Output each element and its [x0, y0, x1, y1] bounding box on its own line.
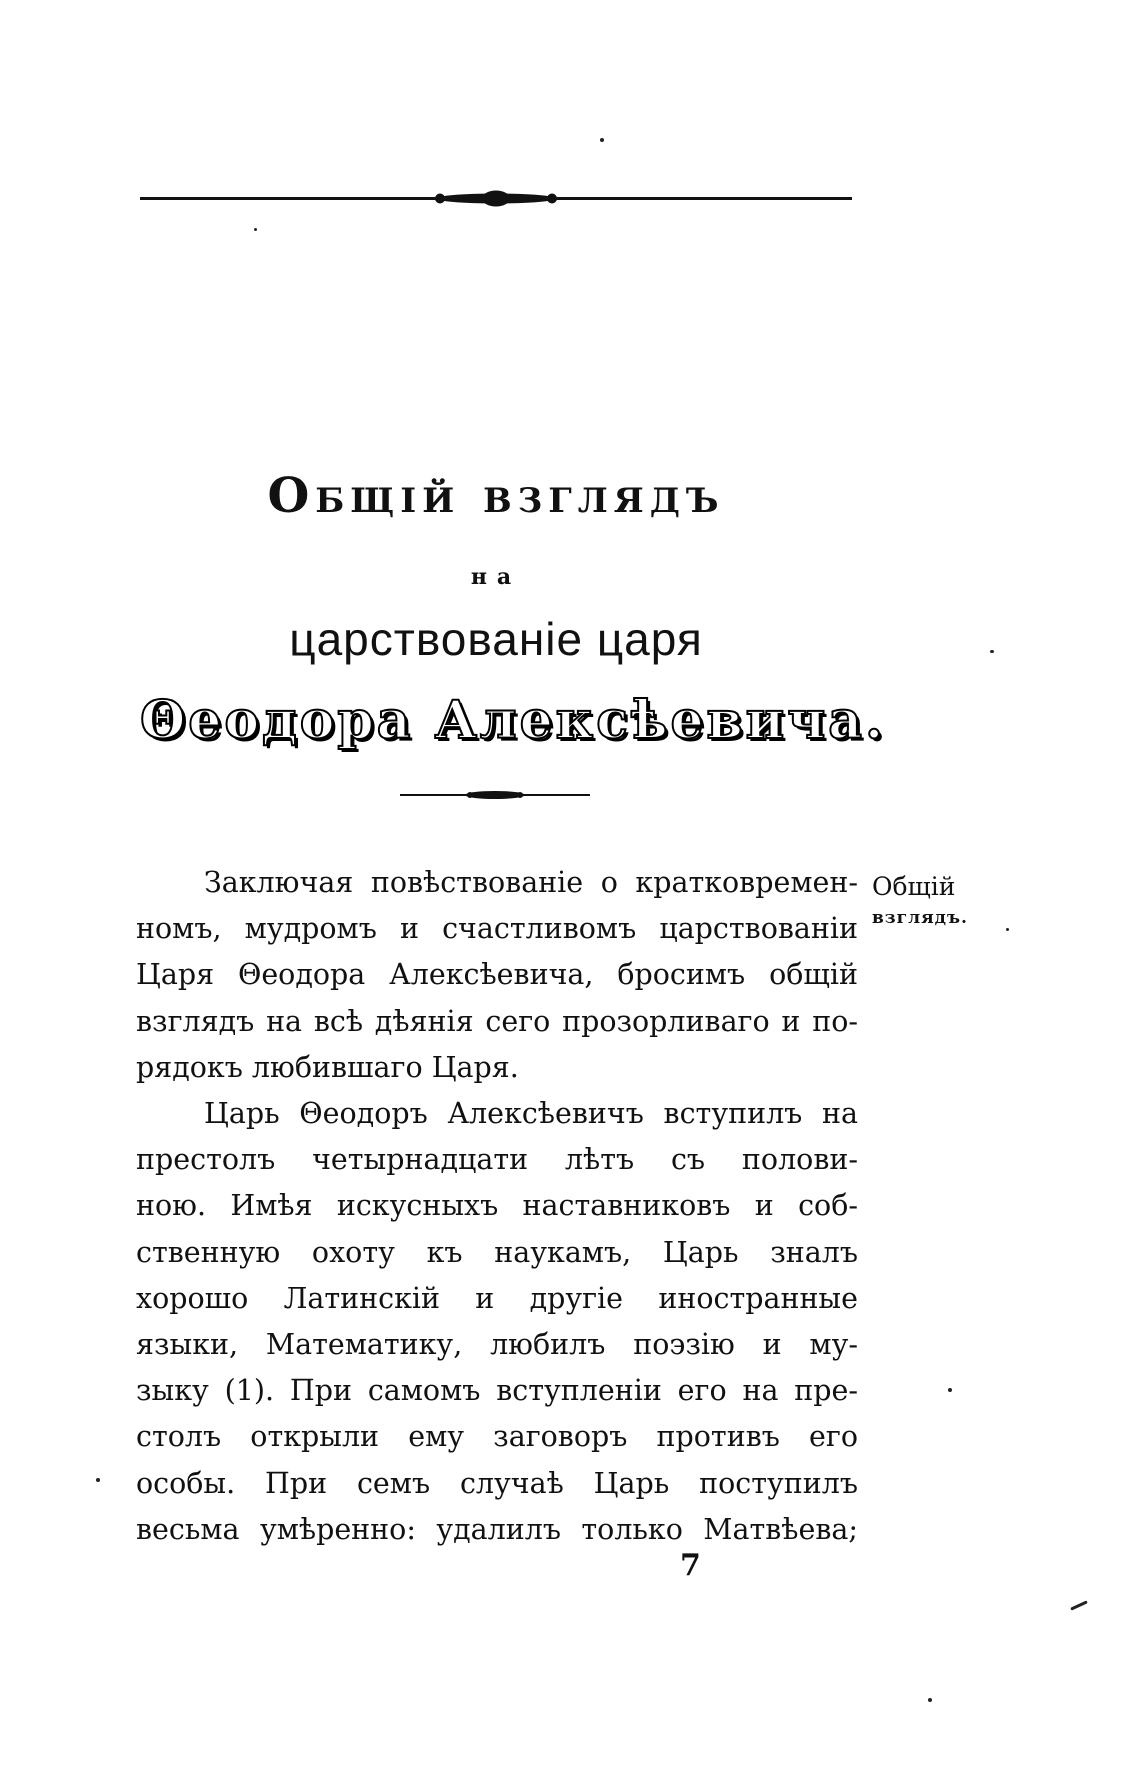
- body-line: престолъ четырнадцати лѣтъ съ полови-: [136, 1143, 858, 1177]
- top-ornamental-rule: [140, 188, 852, 210]
- body-line: ною. Имѣя искусныхъ наставниковъ и соб-: [136, 1189, 858, 1223]
- title-line-4: Θеодора Алексѣевича.: [140, 690, 887, 751]
- body-text: [136, 860, 858, 1553]
- scan-speck: [990, 650, 994, 653]
- body-line: Заключая повѣствованіе о кратковремен-: [204, 866, 858, 899]
- body-line: номъ, мудромъ и счастливомъ царствованіи: [136, 912, 858, 946]
- scan-speck: [948, 1388, 952, 1392]
- page-number: 7: [680, 1548, 701, 1583]
- body-line: особы. При семъ случаѣ Царь поступилъ: [136, 1466, 858, 1500]
- margin-note: [872, 868, 982, 930]
- body-line: весьма умѣренно: удалилъ только Матвѣева;: [136, 1512, 858, 1546]
- body-line: ственную охоту къ наукамъ, Царь зналъ: [136, 1235, 858, 1269]
- body-line: Царь Θеодоръ Алексѣевичъ вступилъ на: [204, 1097, 858, 1131]
- body-line: столъ открыли ему заговоръ противъ его: [136, 1420, 858, 1454]
- scan-speck: [928, 1698, 932, 1702]
- body-line: взглядъ на всѣ дѣянія сего прозорливаго и по-: [136, 1004, 858, 1038]
- title-line-3: царствованіе царя: [289, 613, 703, 665]
- scan-speck: [96, 1478, 100, 1482]
- body-line: языки, Математику, любилъ поэзію и му-: [136, 1328, 858, 1362]
- scan-speck: [1070, 1600, 1088, 1610]
- title-line-1: Общій взглядъ: [267, 468, 725, 524]
- title-line-2: на: [470, 564, 522, 590]
- small-ornamental-rule: [400, 788, 590, 802]
- scan-speck: [254, 228, 257, 231]
- body-line: Царя Θеодора Алексѣевича, бросимъ общій: [136, 958, 858, 992]
- margin-note-line-2: взглядъ.: [872, 908, 968, 928]
- body-line: зыку (1). При самомъ вступленіи его на пре-: [136, 1374, 858, 1408]
- scan-speck: [600, 138, 604, 142]
- body-line: хорошо Латинскій и другіе иностранные: [136, 1281, 858, 1315]
- body-line: рядокъ любившаго Царя.: [136, 1050, 519, 1084]
- scan-speck: [1006, 928, 1009, 931]
- margin-note-line-1: Общій: [872, 872, 956, 901]
